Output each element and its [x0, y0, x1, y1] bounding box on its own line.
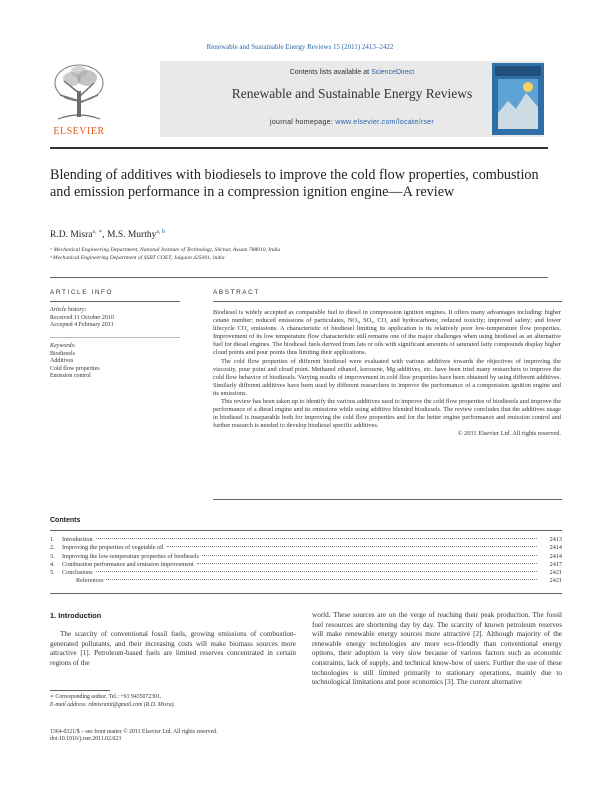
- footnote: [50, 693, 296, 709]
- abstract-body: [213, 309, 561, 439]
- publication-meta: [50, 729, 218, 744]
- toc-label[interactable]: Improving the properties of vegetable oil: [62, 544, 164, 552]
- header-divider: [50, 147, 548, 149]
- table-of-contents: [50, 536, 562, 586]
- abstract-end-rule: [213, 499, 562, 500]
- toc-page: 2417: [549, 560, 562, 568]
- affiliation-b: ᵇ Mechanical Engineering Department of SSBT COET, Jalgaon 425001, India: [50, 255, 225, 261]
- contents-heading: Contents: [50, 517, 81, 524]
- corresponding-author: ∗ Corresponding author. Tel.: +91 9435072301.: [50, 694, 162, 700]
- author-list: R.D. Misra$^{a, ∗}$, M.S. Murthy$^{a, b}$: [50, 229, 166, 241]
- keywords-label: Keywords:: [50, 343, 76, 349]
- author-name: R.D. Misra: [50, 230, 93, 241]
- toc-entry[interactable]: 5. Conclusions 2421: [50, 569, 562, 577]
- abstract-paragraph: Biodiesel is widely accepted as comparable fuel to diesel in compression ignition engines. It offers many advantages including: higher cetane number; reduced emissions of particulates, NOₓ, SOₓ, CO, and hydrocarbons; reduced toxicity; improved safety; and lower lifecycle CO₂ emissions. A characteristic of biodiesel limiting its application is its relatively poor low-temperature flow properties. Improvement of its low temperature flow characteristic still remains one of the major challenges when using biodiesel as an alternative fuel for diesel engines. The biodiesel fuels derived from fats or oils with significant amounts of saturated fatty compounds display higher cloud points and pour points thus limiting their applications.: [213, 309, 561, 357]
- affiliation-marker[interactable]: a, b: [156, 229, 166, 235]
- keyword: Biodiesels: [50, 350, 75, 357]
- article-info-heading: ARTICLE INFO: [50, 289, 114, 296]
- toc-page: 2414: [549, 552, 562, 560]
- toc-page: 2421: [549, 569, 562, 577]
- toc-label[interactable]: Introduction: [62, 536, 93, 543]
- homepage-link[interactable]: www.elsevier.com/locate/rser: [335, 119, 434, 126]
- body-right-column: world. These sources are on the verge of reaching their peak production. The fossil fuel resources are shortening day by day. The scarcity of known petroleum reserves will make renewable energy sources more attractive [2]. Although majority of the renewable energy technologies are more eco-friendly than conventional energy options, their adoption is very slow because of various factors such as economic constraints, lack of supply, and technical know-how of users. Further the use of these technologies is still limited primarily to stationary operations, mainly due to technological limitations and poor economics [3]. The current alternative: [312, 611, 562, 687]
- article-info-rule: [50, 301, 180, 302]
- section-heading: 1. Introduction: [50, 611, 102, 620]
- contents-end-rule: [50, 593, 562, 594]
- toc-label[interactable]: References: [76, 577, 104, 585]
- toc-entry[interactable]: 1. Introduction 2413: [50, 536, 562, 543]
- author-name: M.S. Murthy: [107, 230, 157, 241]
- abstract-paragraph: This review has been taken up to identify the various additives used to improve the cold flow properties of biodiesels and improve the performance of a diesel engine and its emissions while using additive blended biodiesels. The review concludes that the additives usage in biodiesel is inseparable both for improving the cold flow properties and for the better engine performance and emission control and further research is needed to develop biodiesel specific additives.: [213, 398, 562, 430]
- toc-entry[interactable]: [50, 577, 562, 585]
- issn-line: 1364-0321/$ – see front matter © 2011 Elsevier Ltd. All rights reserved.: [50, 729, 218, 735]
- title-divider: [50, 277, 548, 278]
- toc-label[interactable]: Combustion performance and emission improvement: [62, 560, 194, 568]
- toc-page: 2414: [549, 544, 562, 552]
- abstract-paragraph: The cold flow properties of different biodiesel were evaluated with various additives towards the objectives of improving the viscosity, pour point and cloud point. Methanol ethanol, kerosene, Mg additives, etc. have been tried many researchers to improve the cold flow behavior of biodiesels. Varying results of improvement in cold flow properties have been obtained by using different additives. Similarly different additives have been used by different researchers to improve the performance of a compression ignition engine and its emissions.: [213, 357, 561, 397]
- contents-available: Contents lists available at ScienceDirect: [289, 69, 415, 76]
- doi-link[interactable]: doi:10.1016/j.rser.2011.02.023: [50, 736, 122, 743]
- toc-page: 2413: [549, 536, 562, 543]
- journal-banner: [160, 61, 544, 137]
- toc-label[interactable]: Conclusions: [62, 569, 93, 577]
- affiliation-marker[interactable]: a, ∗: [92, 229, 103, 235]
- sciencedirect-link[interactable]: ScienceDirect: [371, 69, 415, 76]
- received-date: Received 11 October 2010: [50, 314, 114, 321]
- journal-title: Renewable and Sustainable Energy Reviews: [231, 86, 473, 101]
- journal-homepage: journal homepage: www.elsevier.com/locate/rser: [270, 119, 434, 126]
- abstract-rule: [213, 301, 562, 302]
- author-email[interactable]: E-mail address: rdmisranit@gmail.com (R.D. Misra).: [50, 702, 176, 708]
- keyword: Cold flow properties: [50, 365, 100, 372]
- journal-header: [50, 61, 548, 145]
- toc-label[interactable]: Improving the low-temperature properties of biodiesels: [62, 552, 199, 560]
- abstract-heading: ABSTRACT: [213, 289, 260, 296]
- affiliation-a: ᵃ Mechanical Engineering Department, National Institute of Technology, Silchar, Assam 788010, India: [50, 247, 281, 253]
- article-title: Blending of additives with biodiesels to improve the cold flow properties, combustion and emission performance in a compression ignition engine—A review: [50, 167, 539, 200]
- info-separator: [50, 337, 180, 338]
- body-left-column: [50, 611, 296, 668]
- contents-rule: [50, 530, 562, 531]
- copyright-notice: © 2011 Elsevier Ltd. All rights reserved.: [457, 430, 561, 438]
- publisher-wordmark: ELSEVIER: [53, 126, 105, 137]
- toc-entry[interactable]: 4. Combustion performance and emission improvement 2417: [50, 560, 562, 568]
- keyword: Additives: [50, 358, 74, 365]
- keywords-block: [50, 343, 180, 381]
- tree-logo-icon: [50, 61, 108, 123]
- elsevier-logo: [50, 61, 108, 137]
- journal-cover-image: [492, 63, 544, 135]
- toc-entry[interactable]: 2. Improving the properties of vegetable oil 2414: [50, 544, 562, 552]
- toc-page: 2421: [549, 577, 562, 585]
- toc-entry[interactable]: 3. Improving the low-temperature properties of biodiesels 2414: [50, 552, 562, 560]
- journal-reference[interactable]: Renewable and Sustainable Energy Reviews 15 (2011) 2413–2422: [206, 43, 394, 51]
- body-paragraph: The scarcity of conventional fossil fuels, growing emissions of combustion-generated pollutants, and their increasing costs will make biomass sources more attractive [1]. Petroleum-based fuels are limited reserves concentrated in certain regions of the: [50, 630, 296, 667]
- accepted-date: Accepted 4 February 2011: [50, 322, 114, 329]
- footnote-rule: [50, 690, 110, 691]
- cover-thumbnail-icon: [492, 63, 544, 135]
- article-history: [50, 307, 180, 330]
- keyword: Emission control: [50, 373, 91, 380]
- history-label: Article history:: [50, 307, 87, 313]
